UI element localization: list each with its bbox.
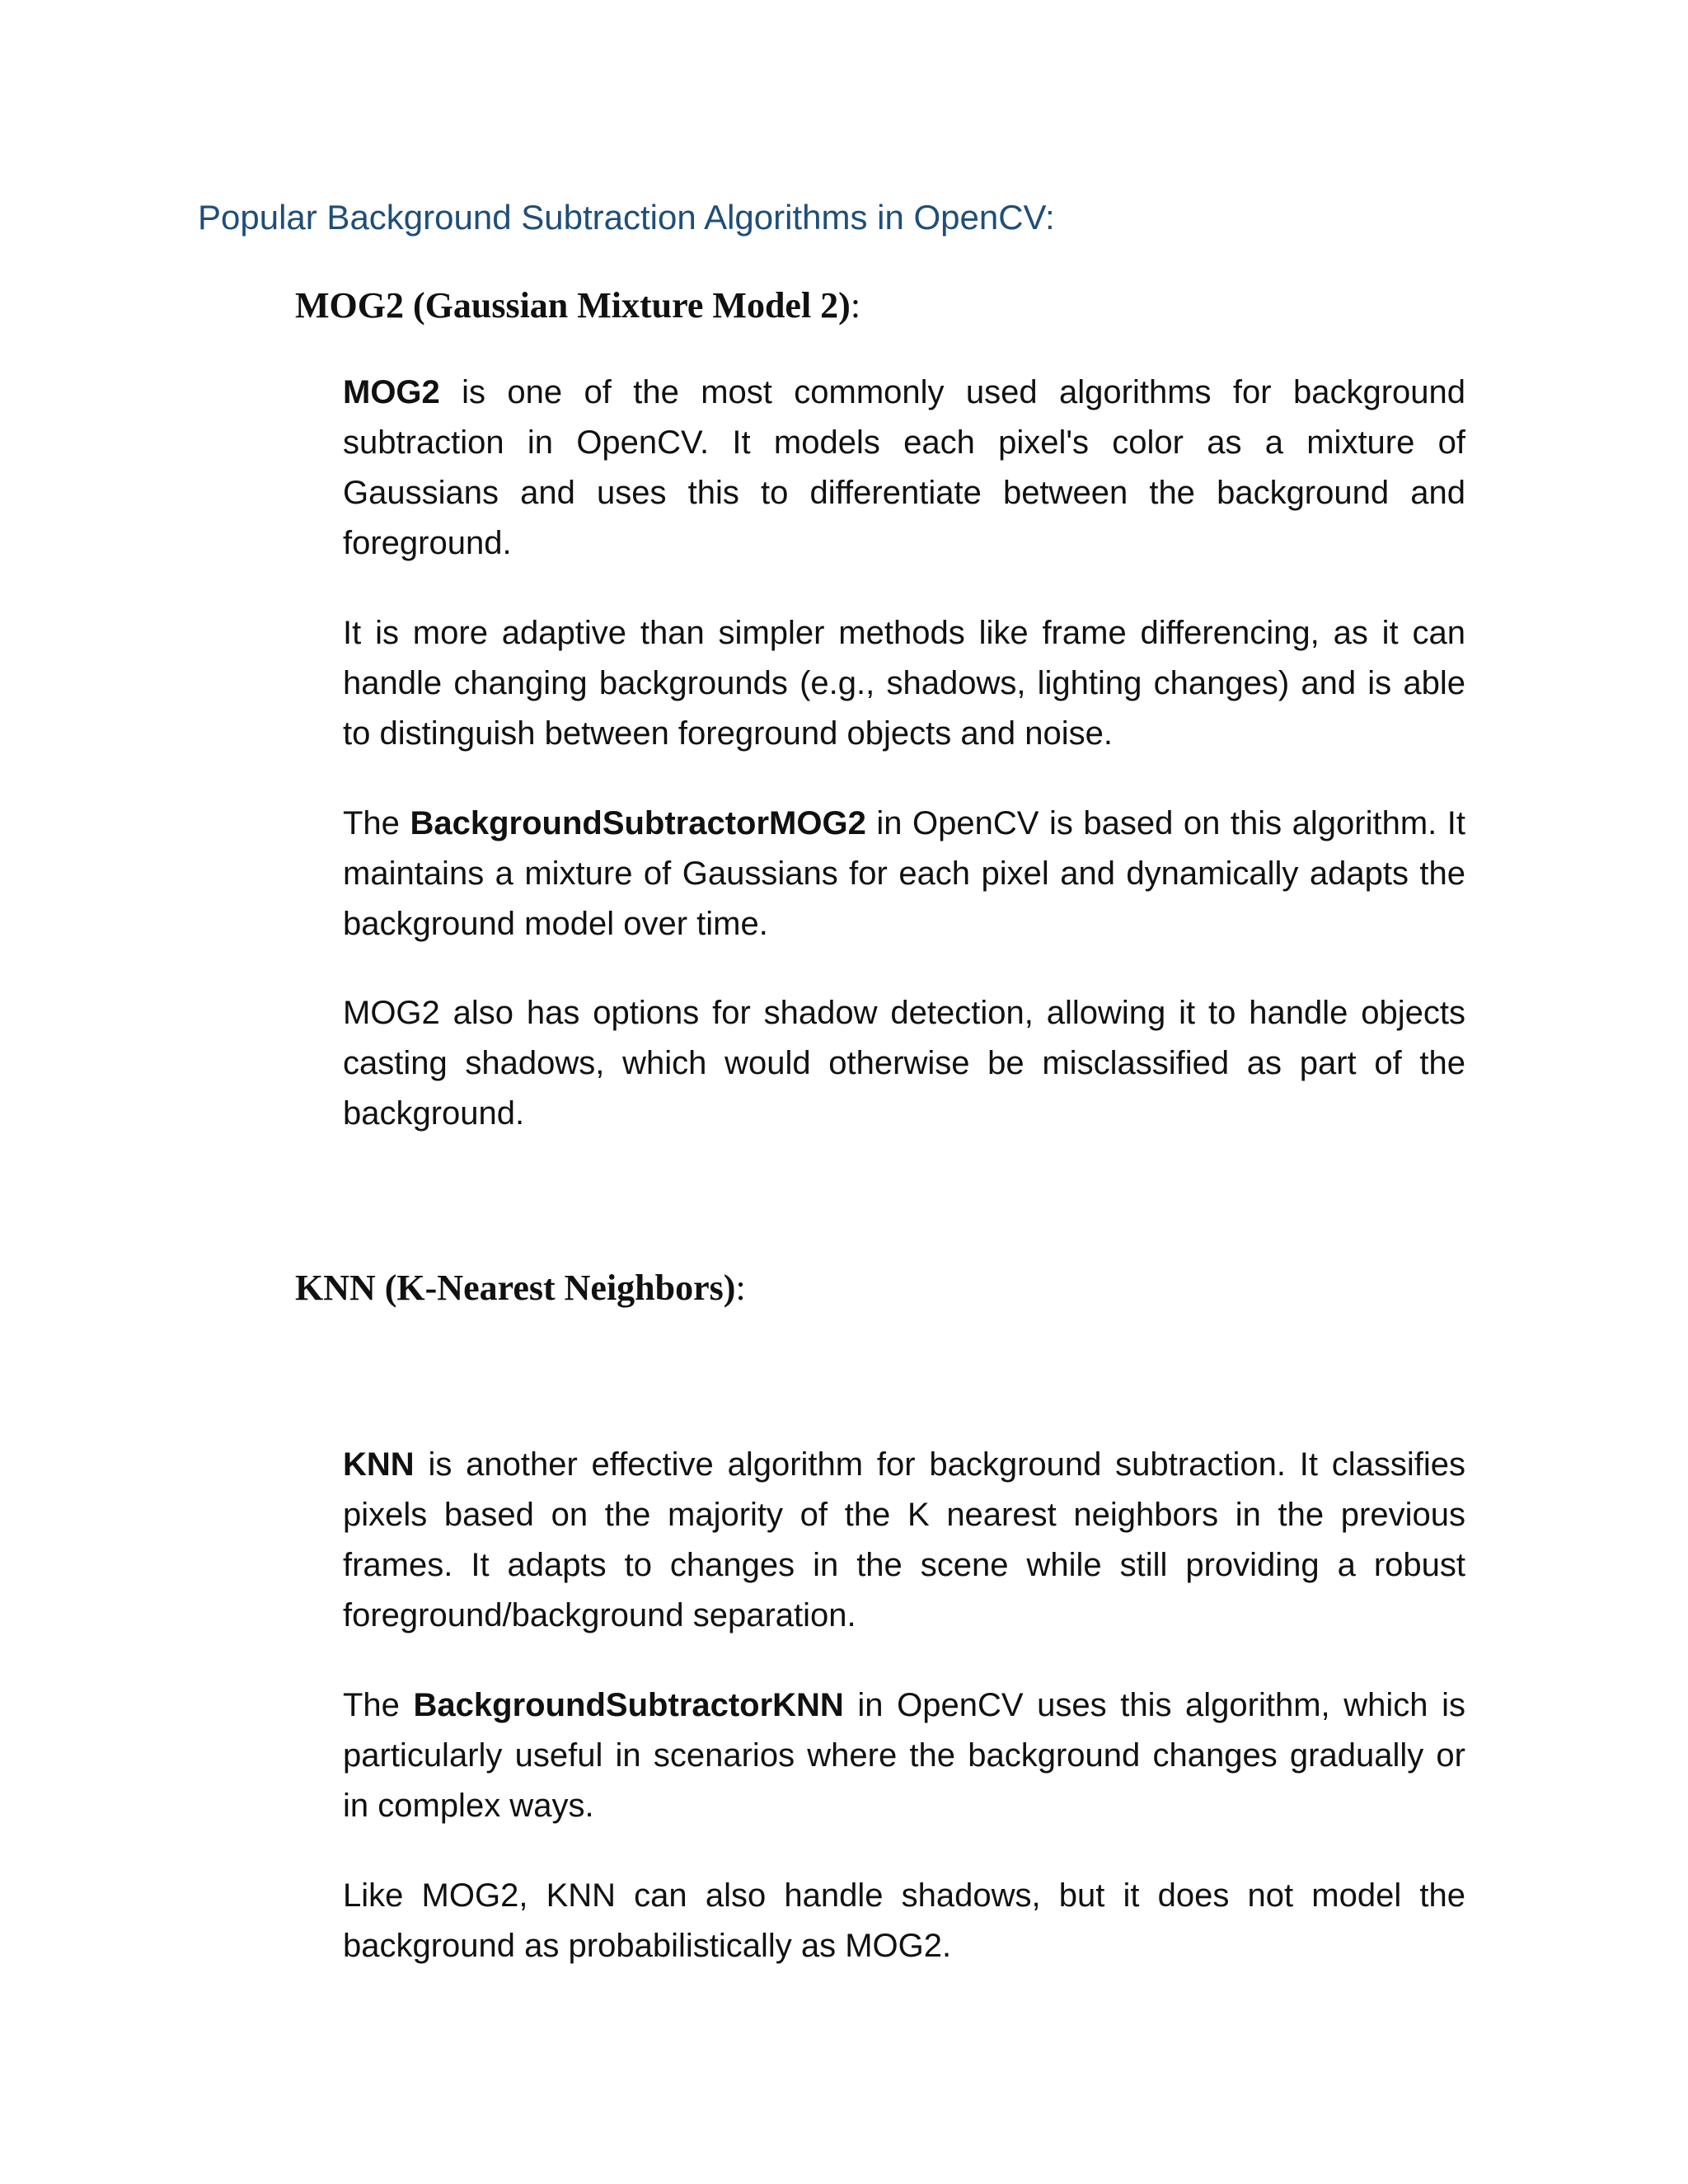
- section-title-text: KNN (K-Nearest Neighbors): [295, 1268, 736, 1308]
- section-title-text: MOG2 (Gaussian Mixture Model 2): [295, 285, 851, 326]
- section-title-mog2: [295, 284, 860, 326]
- paragraph-prefix: The: [343, 805, 410, 841]
- paragraph-prefix: The: [343, 1687, 414, 1723]
- paragraph-mog2-class: [343, 799, 1465, 949]
- bold-term: MOG2: [343, 374, 440, 410]
- paragraph-text: is another effective algorithm for background subtraction. It classifies pixels based on the majority of the K nearest neighbors in the previous frames. It adapts to changes in the scene while still providing a robust foreground/background separation.: [343, 1446, 1465, 1633]
- section-title-colon: :: [735, 1268, 746, 1308]
- bold-term: BackgroundSubtractorKNN: [413, 1687, 844, 1723]
- bold-term: KNN: [343, 1446, 415, 1483]
- section-title-knn: [295, 1267, 746, 1309]
- paragraph-mog2-adaptive: [343, 608, 1465, 759]
- paragraph-knn-shadows: [343, 1871, 1465, 1971]
- paragraph-knn-class: [343, 1680, 1465, 1831]
- document-heading: Popular Background Subtraction Algorithms in OpenCV:: [198, 198, 1055, 237]
- paragraph-text: It is more adaptive than simpler methods like frame differencing, as it can handle changing backgrounds (e.g., shadows, lighting changes) and is able to distinguish between foreground objects and noise.: [343, 615, 1465, 752]
- paragraph-text: is one of the most commonly used algorithms for background subtraction in OpenCV. It models each pixel's color as a mixture of Gaussians and uses this to differentiate between the background and foreground.: [343, 374, 1465, 561]
- bold-term: BackgroundSubtractorMOG2: [410, 805, 866, 841]
- section-title-colon: :: [850, 285, 861, 326]
- paragraph-text: MOG2 also has options for shadow detection, allowing it to handle objects casting shadows, which would otherwise be misclassified as part of the background.: [343, 995, 1465, 1132]
- paragraph-mog2-shadows: [343, 988, 1465, 1139]
- paragraph-text: in OpenCV uses this algorithm, which is particularly useful in scenarios where the background changes gradually or in complex ways.: [343, 1687, 1466, 1824]
- paragraph-mog2-intro: [343, 368, 1465, 569]
- paragraph-text: Like MOG2, KNN can also handle shadows, but it does not model the background as probabilistically as MOG2.: [343, 1877, 1465, 1964]
- paragraph-knn-intro: [343, 1440, 1465, 1641]
- paragraph-text: in OpenCV is based on this algorithm. It maintains a mixture of Gaussians for each pixel and dynamically adapts the background model over time.: [343, 805, 1465, 942]
